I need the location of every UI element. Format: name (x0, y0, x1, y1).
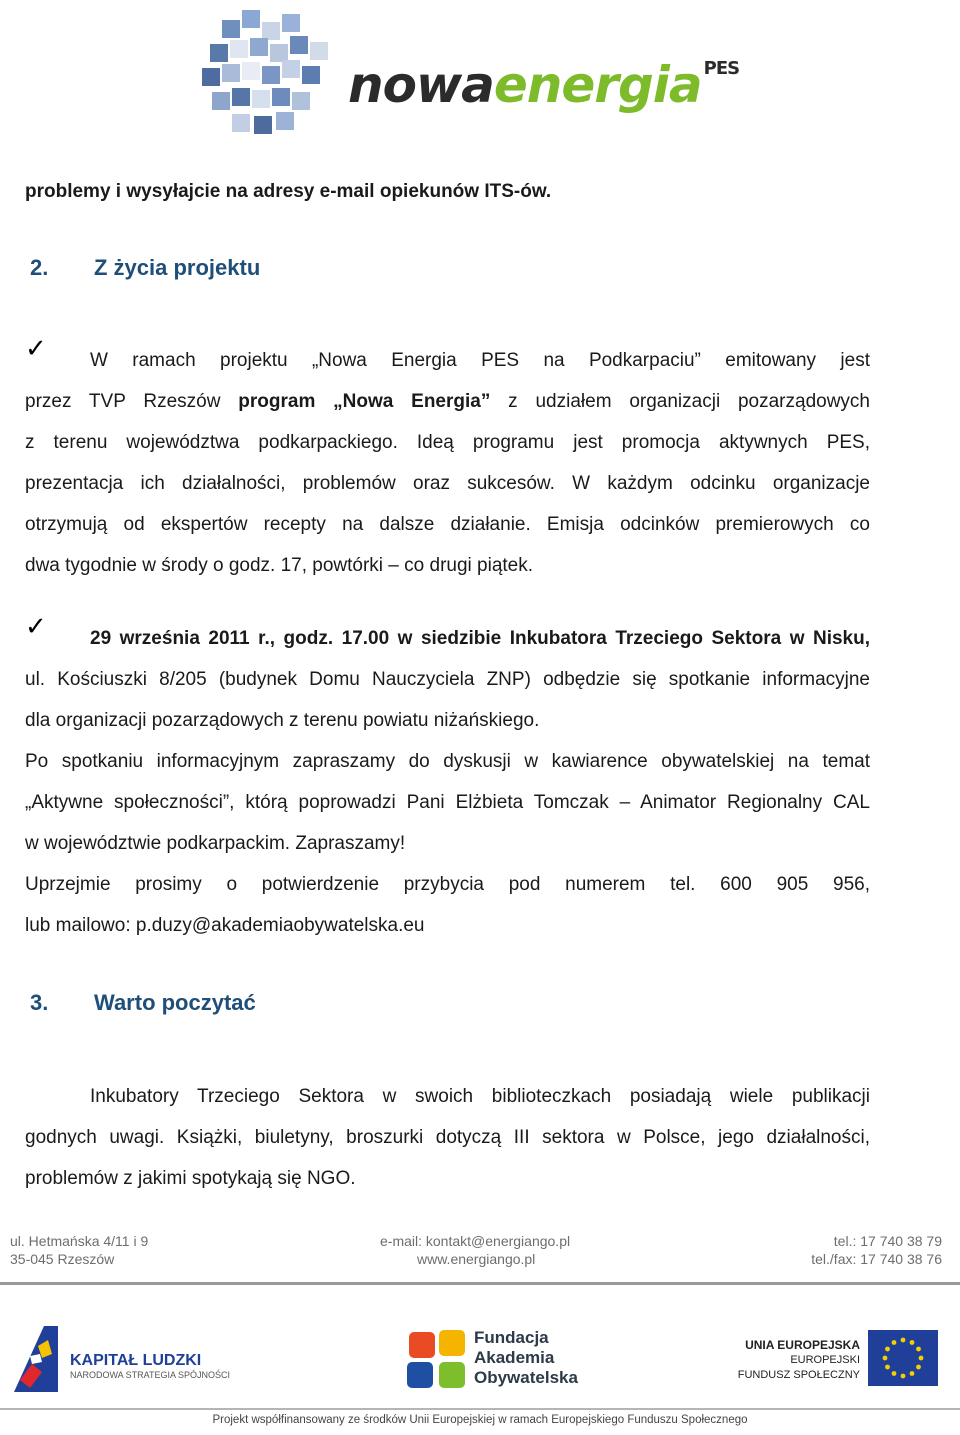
cofinancing-note: Projekt współfinansowany ze środków Unii Europejskiej w ramach Europejskiego Funduszu Społecznego (212, 1414, 748, 1426)
section3-number: 3. (30, 990, 49, 1015)
program-name: program „Nowa Energia” (238, 391, 491, 412)
faf-line1: Fundacja (474, 1328, 549, 1347)
footer-website[interactable]: www.energiango.pl (417, 1251, 536, 1267)
item2-line8[interactable]: lub mailowo: p.duzy@akademiaobywatelska.eu (25, 915, 425, 936)
section3-line1: Inkubatory Trzeciego Sektora w swoich biblioteczkach posiadają wiele publikacji (90, 1086, 870, 1107)
item2-line3: dla organizacji pozarządowych z terenu powiatu niżańskiego. (25, 710, 540, 731)
bottom-divider (0, 1408, 960, 1410)
faf-line3: Obywatelska (474, 1368, 578, 1387)
kapital-ludzki-subtitle: NARODOWA STRATEGIA SPÓJNOŚCI (70, 1370, 231, 1380)
brand-suffix: PES (703, 58, 740, 79)
footer-contact (380, 1232, 570, 1268)
brand-part2: energia (493, 56, 702, 114)
eu-line2: EUROPEJSKI (790, 1354, 860, 1366)
footer-address (10, 1232, 148, 1268)
item2-line1: 29 września 2011 r., godz. 17.00 w siedzibie Inkubatora Trzeciego Sektora w Nisku, (90, 628, 870, 649)
item1-line1: W ramach projektu „Nowa Energia PES na Podkarpaciu” emitowany jest (90, 350, 870, 371)
section2-number: 2. (30, 255, 49, 280)
item1-line6: dwa tygodnie w środy o godz. 17, powtórki – co drugi piątek. (25, 555, 534, 576)
eu-wordmark (720, 1338, 860, 1383)
eu-line1: UNIA EUROPEJSKA (745, 1338, 860, 1352)
section3-title: Warto poczytać (94, 990, 256, 1015)
footer-tel: tel.: 17 740 38 79 (833, 1233, 942, 1249)
brand-part1: nowa (348, 56, 494, 114)
eu-line3: FUNDUSZ SPOŁECZNY (737, 1369, 860, 1381)
eu-flag-icon (868, 1330, 938, 1386)
logo-cube-graphic (182, 0, 357, 150)
item1-line5: otrzymują od ekspertów recepty na dalsze działanie. Emisja odcinków premierowych co (25, 514, 870, 535)
footer-divider (0, 1282, 960, 1285)
checkmark-icon: ✓ (25, 612, 47, 642)
item1-line2-post: z udziałem organizacji pozarządowych (490, 391, 870, 412)
section2-heading (30, 255, 260, 281)
item1-line4: prezentacja ich działalności, problemów oraz sukcesów. W każdym odcinku organizacje (25, 473, 870, 494)
item2-line6: w województwie podkarpackim. Zapraszamy! (25, 833, 406, 854)
item2-line5: „Aktywne społeczności”, którą poprowadzi Pani Elżbieta Tomczak – Animator Regionalny CAL (25, 792, 870, 813)
kapital-ludzki-emblem-icon (14, 1326, 58, 1392)
section2-title: Z życia projektu (94, 255, 261, 280)
item1-line3: z terenu województwa podkarpackiego. Ideą programu jest promocja aktywnych PES, (25, 432, 870, 453)
item1-line2 (25, 381, 870, 422)
faf-line2: Akademia (474, 1348, 555, 1367)
section3-line2: godnych uwagi. Książki, biuletyny, broszurki dotyczą III sektora w Polsce, jego działalności, (25, 1127, 870, 1148)
section3-heading (30, 990, 256, 1016)
item2-line7: Uprzejmie prosimy o potwierdzenie przybycia pod numerem tel. 600 905 956, (25, 874, 870, 895)
checkmark-icon: ✓ (25, 334, 47, 364)
footer-fax: tel./fax: 17 740 38 76 (811, 1251, 942, 1267)
brand-wordmark (348, 56, 740, 114)
address-street: ul. Hetmańska 4/11 i 9 (10, 1233, 149, 1249)
footer-email[interactable]: e-mail: kontakt@energiango.pl (380, 1233, 571, 1249)
puzzle-logo-icon (405, 1328, 471, 1392)
faf-wordmark (474, 1328, 578, 1388)
section3-line3: problemów z jakimi spotykają się NGO. (25, 1168, 356, 1189)
footer-phones (800, 1232, 942, 1268)
item2-line2: ul. Kościuszki 8/205 (budynek Domu Nauczyciela ZNP) odbędzie się spotkanie informacyjne (25, 669, 870, 690)
item1-line2-pre: przez TVP Rzeszów (25, 391, 239, 412)
intro-line: problemy i wysyłajcie na adresy e-mail opiekunów ITS-ów. (25, 181, 552, 202)
item2-line4: Po spotkaniu informacyjnym zapraszamy do dyskusji w kawiarence obywatelskiej na temat (25, 751, 870, 772)
kapital-ludzki-title: KAPITAŁ LUDZKI (70, 1352, 202, 1369)
address-city: 35-045 Rzeszów (10, 1251, 115, 1267)
